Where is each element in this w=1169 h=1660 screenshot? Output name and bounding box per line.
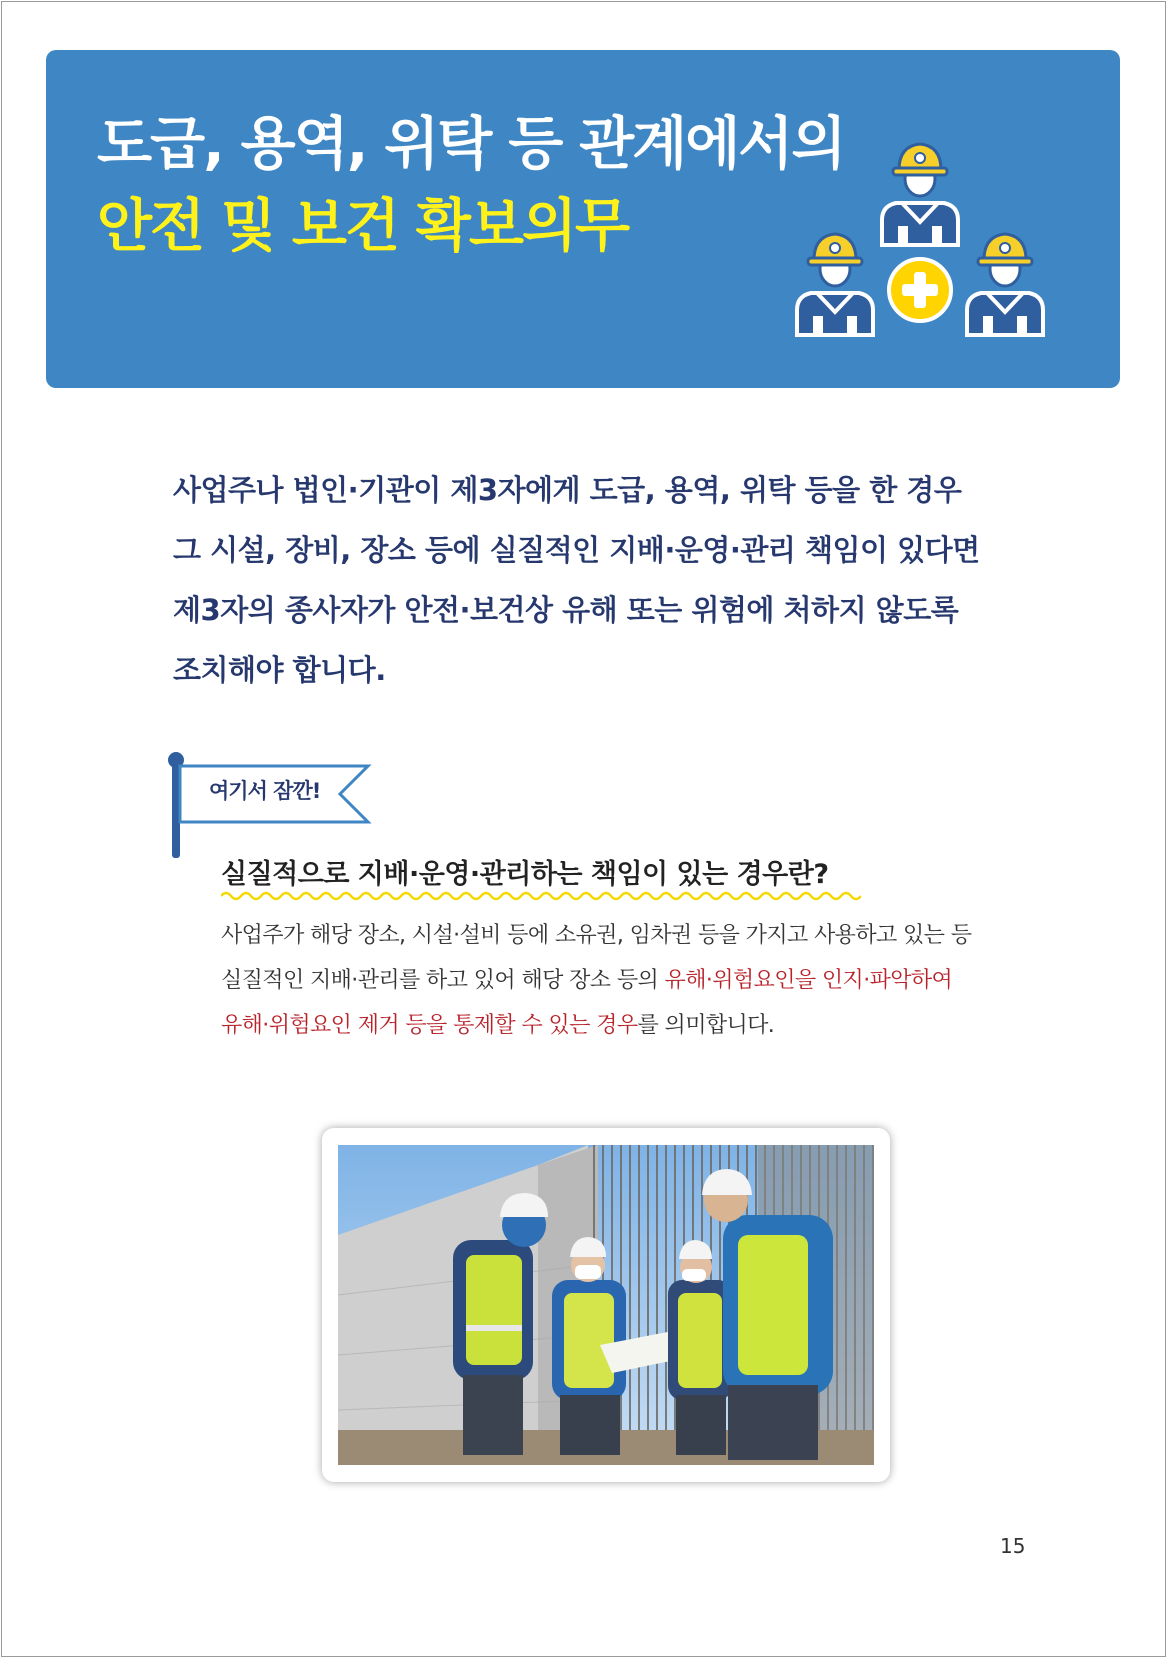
explain-line-3 [221,1003,1041,1048]
wavy-underline [221,890,861,902]
note-heading: 실질적으로 지배·운영·관리하는 책임이 있는 경우란? [221,859,829,890]
highlight-text: 유해·위험요인 제거 등을 통제할 수 있는 경우 [221,1013,638,1038]
construction-workers-photo [338,1145,874,1465]
intro-paragraph [173,460,1033,700]
flag-label: 여기서 잠깐! [209,779,321,803]
intro-line: 조치해야 합니다. [173,653,386,687]
photo-card [322,1128,890,1482]
explain-text: 를 의미합니다. [637,1013,775,1038]
explain-line-1: 사업주가 해당 장소, 시설·설비 등에 소유권, 임차권 등을 가지고 사용하고 있는 등 [221,923,972,948]
highlight-text: 유해·위험요인을 인지·파악하여 [664,968,953,993]
intro-line: 제3자의 종사자가 안전·보건상 유해 또는 위험에 처하지 않도록 [173,593,959,627]
intro-line: 사업주나 법인·기관이 제3자에게 도급, 용역, 위탁 등을 한 경우 [173,473,962,507]
explain-line-2 [221,958,1041,1003]
page-number: 15 [1000,1534,1026,1558]
page-title-line2: 안전 및 보건 확보의무 [97,193,629,259]
intro-line: 그 시설, 장비, 장소 등에 실질적인 지배·운영·관리 책임이 있다면 [173,533,980,567]
page-title-line1: 도급, 용역, 위탁 등 관계에서의 [97,111,845,177]
explain-text: 실질적인 지배·관리를 하고 있어 해당 장소 등의 [221,968,665,993]
note-explanation [221,913,1041,1048]
three-workers-with-plus-icon [790,110,1050,340]
